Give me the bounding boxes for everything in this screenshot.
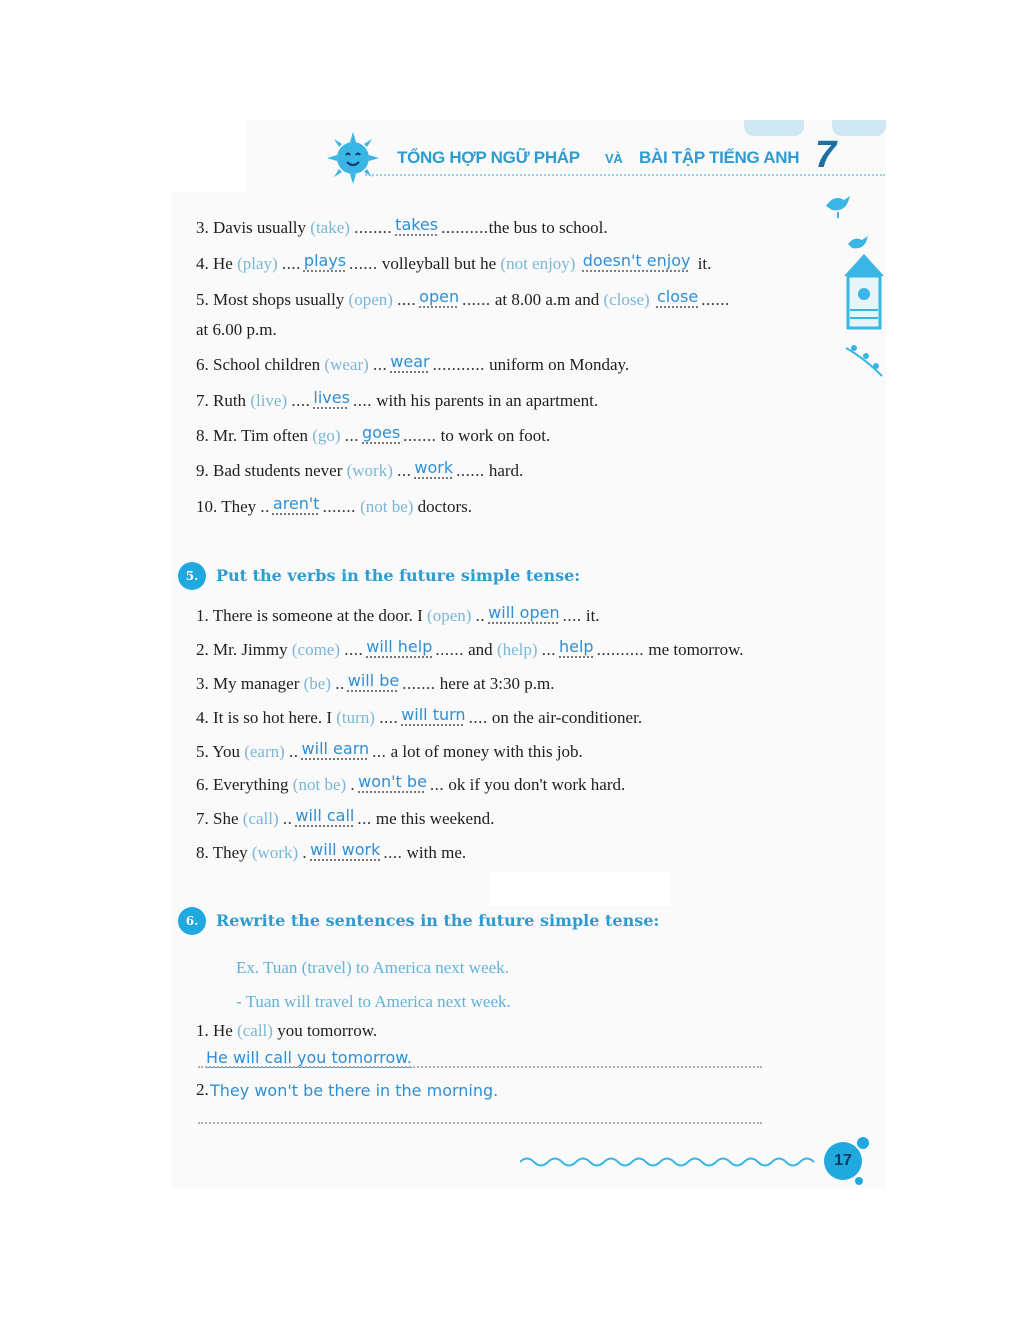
verb-hint: (earn) — [244, 742, 285, 761]
item-text: and — [468, 640, 493, 659]
page-number: 17 — [824, 1142, 862, 1180]
branch-icon — [842, 340, 886, 380]
item-number: 7. — [196, 391, 209, 410]
item-number: 2. — [196, 640, 209, 659]
blank-dots: ........ — [354, 218, 393, 237]
dot-decoration — [856, 1136, 870, 1150]
blank-dots: ........... — [432, 355, 485, 374]
book-title-connector: VÀ — [605, 151, 623, 166]
item-number: 6. — [196, 355, 209, 374]
verb-hint: (go) — [312, 426, 341, 445]
exercise-item — [196, 287, 730, 310]
blank-dots: .......... — [441, 218, 489, 237]
blank-dots: ... — [373, 355, 388, 374]
answer-field[interactable]: doesn't enjoy — [582, 251, 691, 270]
header-divider — [365, 174, 885, 176]
answer-field[interactable]: goes — [362, 423, 401, 442]
exercise-item — [196, 772, 626, 795]
rewrite-answer-field[interactable]: They won't be there in the morning. — [210, 1081, 499, 1100]
answer-field[interactable]: will turn — [401, 705, 466, 724]
item-text: ok if you don't work hard. — [448, 775, 626, 794]
answer-field[interactable]: aren't — [272, 494, 320, 513]
page-header — [325, 130, 886, 190]
example-question: Ex. Tuan (travel) to America next week. — [236, 958, 509, 977]
item-text: He — [213, 1021, 233, 1040]
exercise-item — [196, 458, 524, 481]
book-number: 7 — [815, 134, 837, 176]
verb-hint: (call) — [242, 809, 279, 828]
verb-hint: (close) — [603, 290, 650, 309]
verb-hint: (work) — [346, 461, 393, 480]
answer-field[interactable]: will work — [310, 840, 381, 859]
section-badge: 6. — [178, 907, 206, 935]
verb-hint: (open) — [427, 606, 472, 625]
blank-dots: . — [302, 843, 308, 862]
blank-dots: ....... — [322, 497, 356, 516]
item-text: with his parents in an apartment. — [376, 391, 599, 410]
exercise-item — [196, 739, 583, 762]
blank-dots: .. — [282, 809, 293, 828]
blank-dots: .. — [260, 497, 270, 516]
item-text: at 6.00 p.m. — [196, 320, 277, 339]
blank-dots: ... — [372, 742, 387, 761]
blank-dots: .... — [344, 640, 364, 659]
blank-dots: ...... — [456, 461, 485, 480]
answer-field[interactable]: will help — [366, 637, 433, 656]
item-text: it. — [585, 606, 600, 625]
item-text: Mr. Tim often — [213, 426, 308, 445]
item-text: me tomorrow. — [648, 640, 744, 659]
item-text: here at 3:30 p.m. — [439, 674, 555, 693]
exercise-item — [196, 637, 744, 660]
item-text: My manager — [213, 674, 300, 693]
item-text: uniform on Monday. — [489, 355, 630, 374]
item-text: Ruth — [213, 391, 247, 410]
blank-patch — [490, 872, 670, 906]
blank-dots: .... — [291, 391, 311, 410]
item-number: 3. — [196, 218, 209, 237]
blank-dots: .... — [468, 708, 488, 727]
exercise-item — [196, 251, 712, 274]
exercise-item — [196, 603, 600, 626]
answer-field[interactable]: work — [414, 458, 454, 477]
item-number: 9. — [196, 461, 209, 480]
blank-dots: ....... — [402, 674, 436, 693]
exercise-item — [196, 423, 551, 446]
item-text: They — [221, 497, 257, 516]
blank-dots: ...... — [435, 640, 464, 659]
answer-field[interactable]: will earn — [301, 739, 370, 758]
item-text: Everything — [213, 775, 289, 794]
blank-dots: .... — [397, 290, 417, 309]
item-number: 6. — [196, 775, 209, 794]
blank-dots: ...... — [349, 254, 378, 273]
item-number: 1. — [196, 1021, 209, 1040]
blank-dots: .......... — [596, 640, 645, 659]
blank-dots: ... — [357, 809, 372, 828]
blank-dots: .. — [335, 674, 345, 693]
rewrite-answer-field[interactable]: He will call you tomorrow. — [206, 1048, 412, 1067]
item-number: 10. — [196, 497, 218, 516]
item-text: on the air-conditioner. — [491, 708, 643, 727]
birdhouse-icon — [840, 214, 886, 344]
blank-dots: .... — [562, 606, 582, 625]
verb-hint: (live) — [250, 391, 288, 410]
verb-hint: (open) — [348, 290, 393, 309]
exercise-item — [196, 840, 467, 863]
verb-hint: (turn) — [336, 708, 375, 727]
item-text: to work on foot. — [440, 426, 551, 445]
blank-dots: .... — [281, 254, 301, 273]
book-title-right: BÀI TẬP TIẾNG ANH — [639, 148, 800, 167]
item-text: hard. — [488, 461, 524, 480]
blank-dots: .. — [475, 606, 486, 625]
exercise-item — [196, 671, 555, 694]
verb-hint: (work) — [251, 843, 299, 862]
item-number: 8. — [196, 843, 209, 862]
blank-dots: ....... — [403, 426, 437, 445]
answer-field[interactable]: will call — [295, 806, 355, 825]
exercise-item — [196, 215, 608, 238]
item-text: me this weekend. — [375, 809, 495, 828]
item-number: 4. — [196, 254, 209, 273]
verb-hint: (come) — [291, 640, 341, 659]
blank-dots: ... — [344, 426, 360, 445]
wave-decoration — [520, 1152, 820, 1170]
blank-dots: .... — [379, 708, 399, 727]
item-text: School children — [213, 355, 321, 374]
verb-hint: (help) — [496, 640, 538, 659]
verb-hint: (be) — [303, 674, 332, 693]
answer-field[interactable]: wear — [390, 352, 430, 371]
answer-field[interactable]: close — [656, 287, 699, 306]
dot-decoration — [854, 1176, 864, 1186]
section-title: Rewrite the sentences in the future simple tense: — [216, 911, 660, 930]
exercise-item — [196, 705, 643, 728]
verb-hint: (play) — [237, 254, 278, 273]
answer-field[interactable]: open — [419, 287, 460, 306]
section-badge: 5. — [178, 562, 206, 590]
section-title: Put the verbs in the future simple tense: — [216, 566, 581, 585]
answer-field[interactable]: help — [559, 637, 594, 656]
exercise-item — [196, 1080, 209, 1100]
blank-dots: ...... — [462, 290, 491, 309]
item-number: 7. — [196, 809, 209, 828]
answer-line — [198, 1122, 762, 1124]
item-number: 8. — [196, 426, 209, 445]
item-text: Mr. Jimmy — [213, 640, 288, 659]
page-notch — [172, 120, 246, 192]
blank-dots: .... — [352, 391, 372, 410]
exercise-item — [196, 1021, 377, 1041]
answer-field[interactable]: will open — [488, 603, 560, 622]
item-text: Bad students never — [213, 461, 343, 480]
item-text: a lot of money with this job. — [390, 742, 583, 761]
verb-hint: (not be) — [360, 497, 414, 516]
item-number: 4. — [196, 708, 209, 727]
exercise-item — [196, 494, 472, 517]
item-text: There is someone at the door. I — [212, 606, 423, 625]
answer-field[interactable]: plays — [303, 251, 347, 270]
book-title-left: TỔNG HỢP NGỮ PHÁP — [397, 148, 580, 167]
blank-dots: ... — [397, 461, 412, 480]
item-text: the bus to school. — [488, 218, 608, 237]
blank-dots: .. — [289, 742, 299, 761]
item-text: It is so hot here. I — [213, 708, 332, 727]
blank-dots: .... — [383, 843, 403, 862]
item-text: She — [213, 809, 239, 828]
answer-field[interactable]: lives — [313, 388, 350, 407]
item-number: 5. — [196, 742, 209, 761]
item-text: with me. — [406, 843, 467, 862]
exercise-item — [196, 806, 495, 829]
blank-dots: ... — [429, 775, 445, 794]
item-text: Most shops usually — [213, 290, 345, 309]
item-text: They — [212, 843, 248, 862]
item-text: Davis usually — [213, 218, 307, 237]
answer-field[interactable]: takes — [395, 215, 439, 234]
item-number: 1. — [196, 606, 209, 625]
exercise-item — [196, 352, 630, 375]
item-text: at 8.00 a.m and — [494, 290, 600, 309]
blank-dots: . — [350, 775, 356, 794]
answer-field[interactable]: will be — [347, 671, 400, 690]
item-text: doctors. — [417, 497, 472, 516]
verb-hint: (call) — [237, 1021, 273, 1040]
item-text: you tomorrow. — [277, 1021, 378, 1040]
exercise-item — [196, 388, 599, 411]
item-text: volleyball but he — [381, 254, 497, 273]
item-text: He — [213, 254, 233, 273]
item-number: 2. — [196, 1080, 209, 1099]
blank-dots: ... — [541, 640, 556, 659]
blank-dots: ...... — [701, 290, 730, 309]
verb-hint: (wear) — [324, 355, 369, 374]
item-text: You — [212, 742, 240, 761]
verb-hint: (not be) — [292, 775, 347, 794]
answer-field[interactable]: won't be — [358, 772, 427, 791]
item-text: it. — [697, 254, 712, 273]
example-answer: - Tuan will travel to America next week. — [236, 992, 511, 1011]
sun-icon — [325, 130, 381, 186]
verb-hint: (take) — [310, 218, 350, 237]
item-number: 3. — [196, 674, 209, 693]
verb-hint: (not enjoy) — [500, 254, 576, 273]
answer-line — [198, 1066, 762, 1068]
item-number: 5. — [196, 290, 209, 309]
exercise-item-continuation — [196, 320, 277, 340]
